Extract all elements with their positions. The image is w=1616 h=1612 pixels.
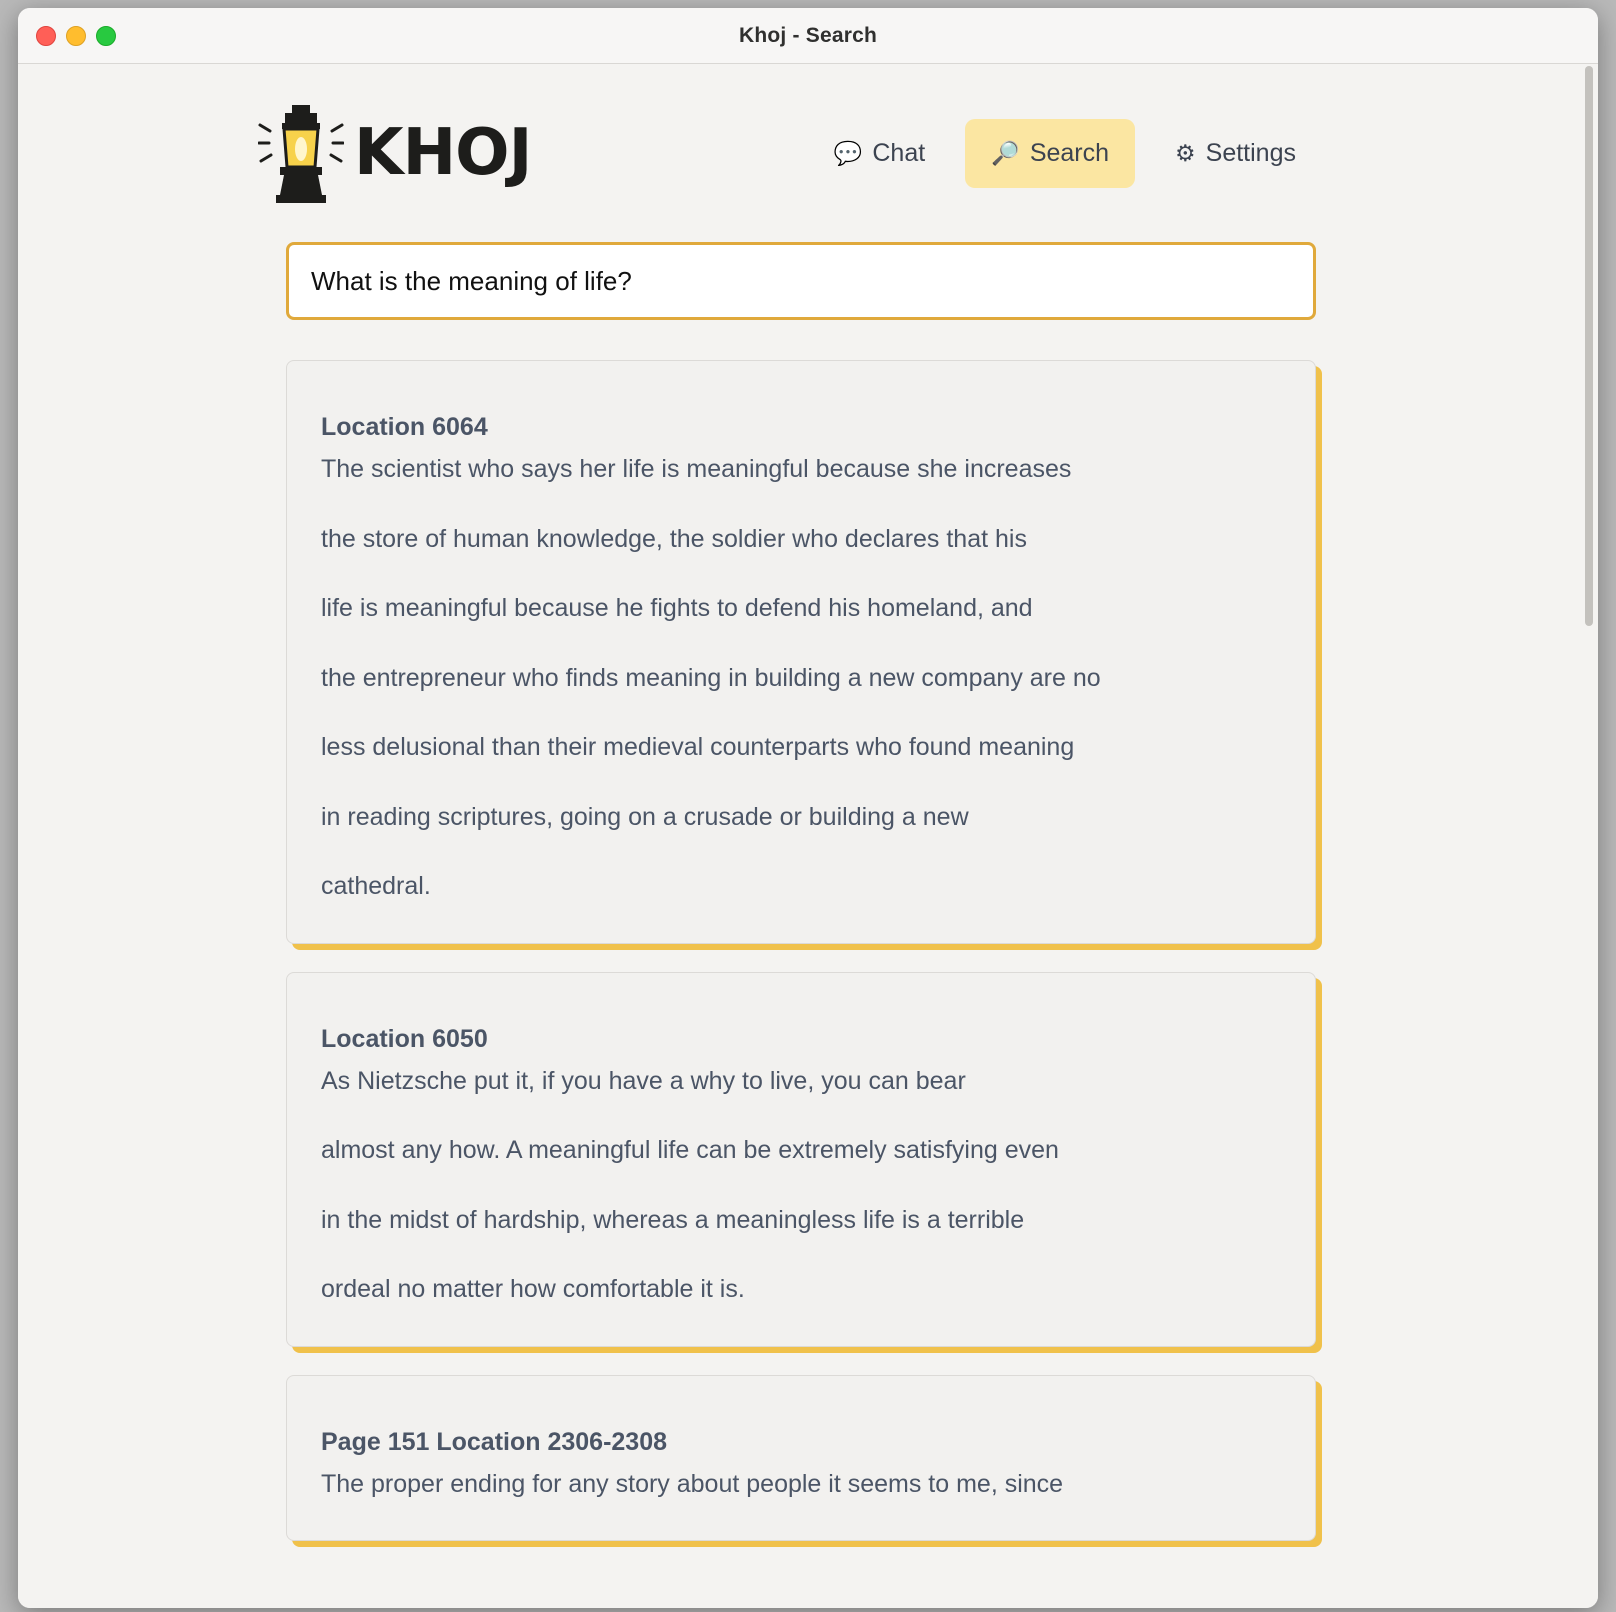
result-line: almost any how. A meaningful life can be extremely satisfying even: [321, 1136, 1059, 1164]
lantern-icon: [258, 101, 344, 205]
minimize-window-button[interactable]: [66, 26, 86, 46]
scroll-area: [18, 64, 1598, 1608]
search-input[interactable]: [286, 242, 1316, 320]
search-row: [18, 214, 1584, 320]
result-card[interactable]: [286, 360, 1316, 944]
gear-icon: ⚙: [1175, 139, 1196, 166]
close-window-button[interactable]: [36, 26, 56, 46]
result-line: in the midst of hardship, whereas a meaningless life is a terrible: [321, 1205, 1025, 1234]
search-results: [18, 320, 1584, 1541]
result-card[interactable]: [286, 972, 1316, 1347]
app-window: [18, 8, 1598, 1608]
chat-bubble-icon: 💬: [833, 139, 863, 166]
result-title: Location 6050: [321, 1024, 488, 1053]
result-line: the store of human knowledge, the soldier who declares that his: [321, 524, 1027, 553]
nav-item-chat[interactable]: [816, 125, 943, 182]
result-title: Location 6064: [321, 413, 488, 441]
nav-item-search-label: Search: [1029, 138, 1110, 167]
magnifier-icon: 🔎: [991, 139, 1020, 166]
result-line: in reading scriptures, going on a crusade or building a new: [321, 802, 969, 831]
result-line: The scientist who says her life is meaningful because she increases: [321, 455, 1072, 483]
window-title: Khoj - Search: [739, 23, 877, 47]
scrollbar-thumb[interactable]: [1585, 66, 1593, 626]
brand-name: KHOJ: [354, 116, 532, 190]
result-line: As Nietzsche put it, if you have a why to live, you can bear: [321, 1066, 966, 1095]
result-title: Page 151 Location 2306-2308: [321, 1427, 668, 1456]
nav-item-search[interactable]: [965, 119, 1135, 188]
nav-item-settings-label: Settings: [1205, 138, 1296, 167]
nav-item-chat-label: Chat: [872, 138, 926, 167]
window-controls: [36, 26, 116, 46]
result-line: less delusional than their medieval counterparts who found meaning: [321, 733, 1075, 761]
result-line: the entrepreneur who finds meaning in building a new company are no: [321, 663, 1101, 692]
title-bar: [18, 8, 1598, 64]
nav-item-settings[interactable]: [1157, 125, 1314, 182]
window-content: [18, 64, 1598, 1608]
maximize-window-button[interactable]: [96, 26, 116, 46]
result-line: ordeal no matter how comfortable it is.: [321, 1275, 745, 1303]
vertical-scrollbar[interactable]: [1583, 64, 1595, 1608]
brand-logo[interactable]: [258, 101, 531, 205]
result-line: life is meaningful because he fights to defend his homeland, and: [321, 594, 1033, 622]
main-nav: [816, 119, 1544, 188]
result-card[interactable]: [286, 1375, 1316, 1542]
result-line: cathedral.: [321, 872, 431, 900]
app-header: [18, 64, 1584, 214]
result-line: The proper ending for any story about people it seems to me, since: [321, 1469, 1064, 1498]
